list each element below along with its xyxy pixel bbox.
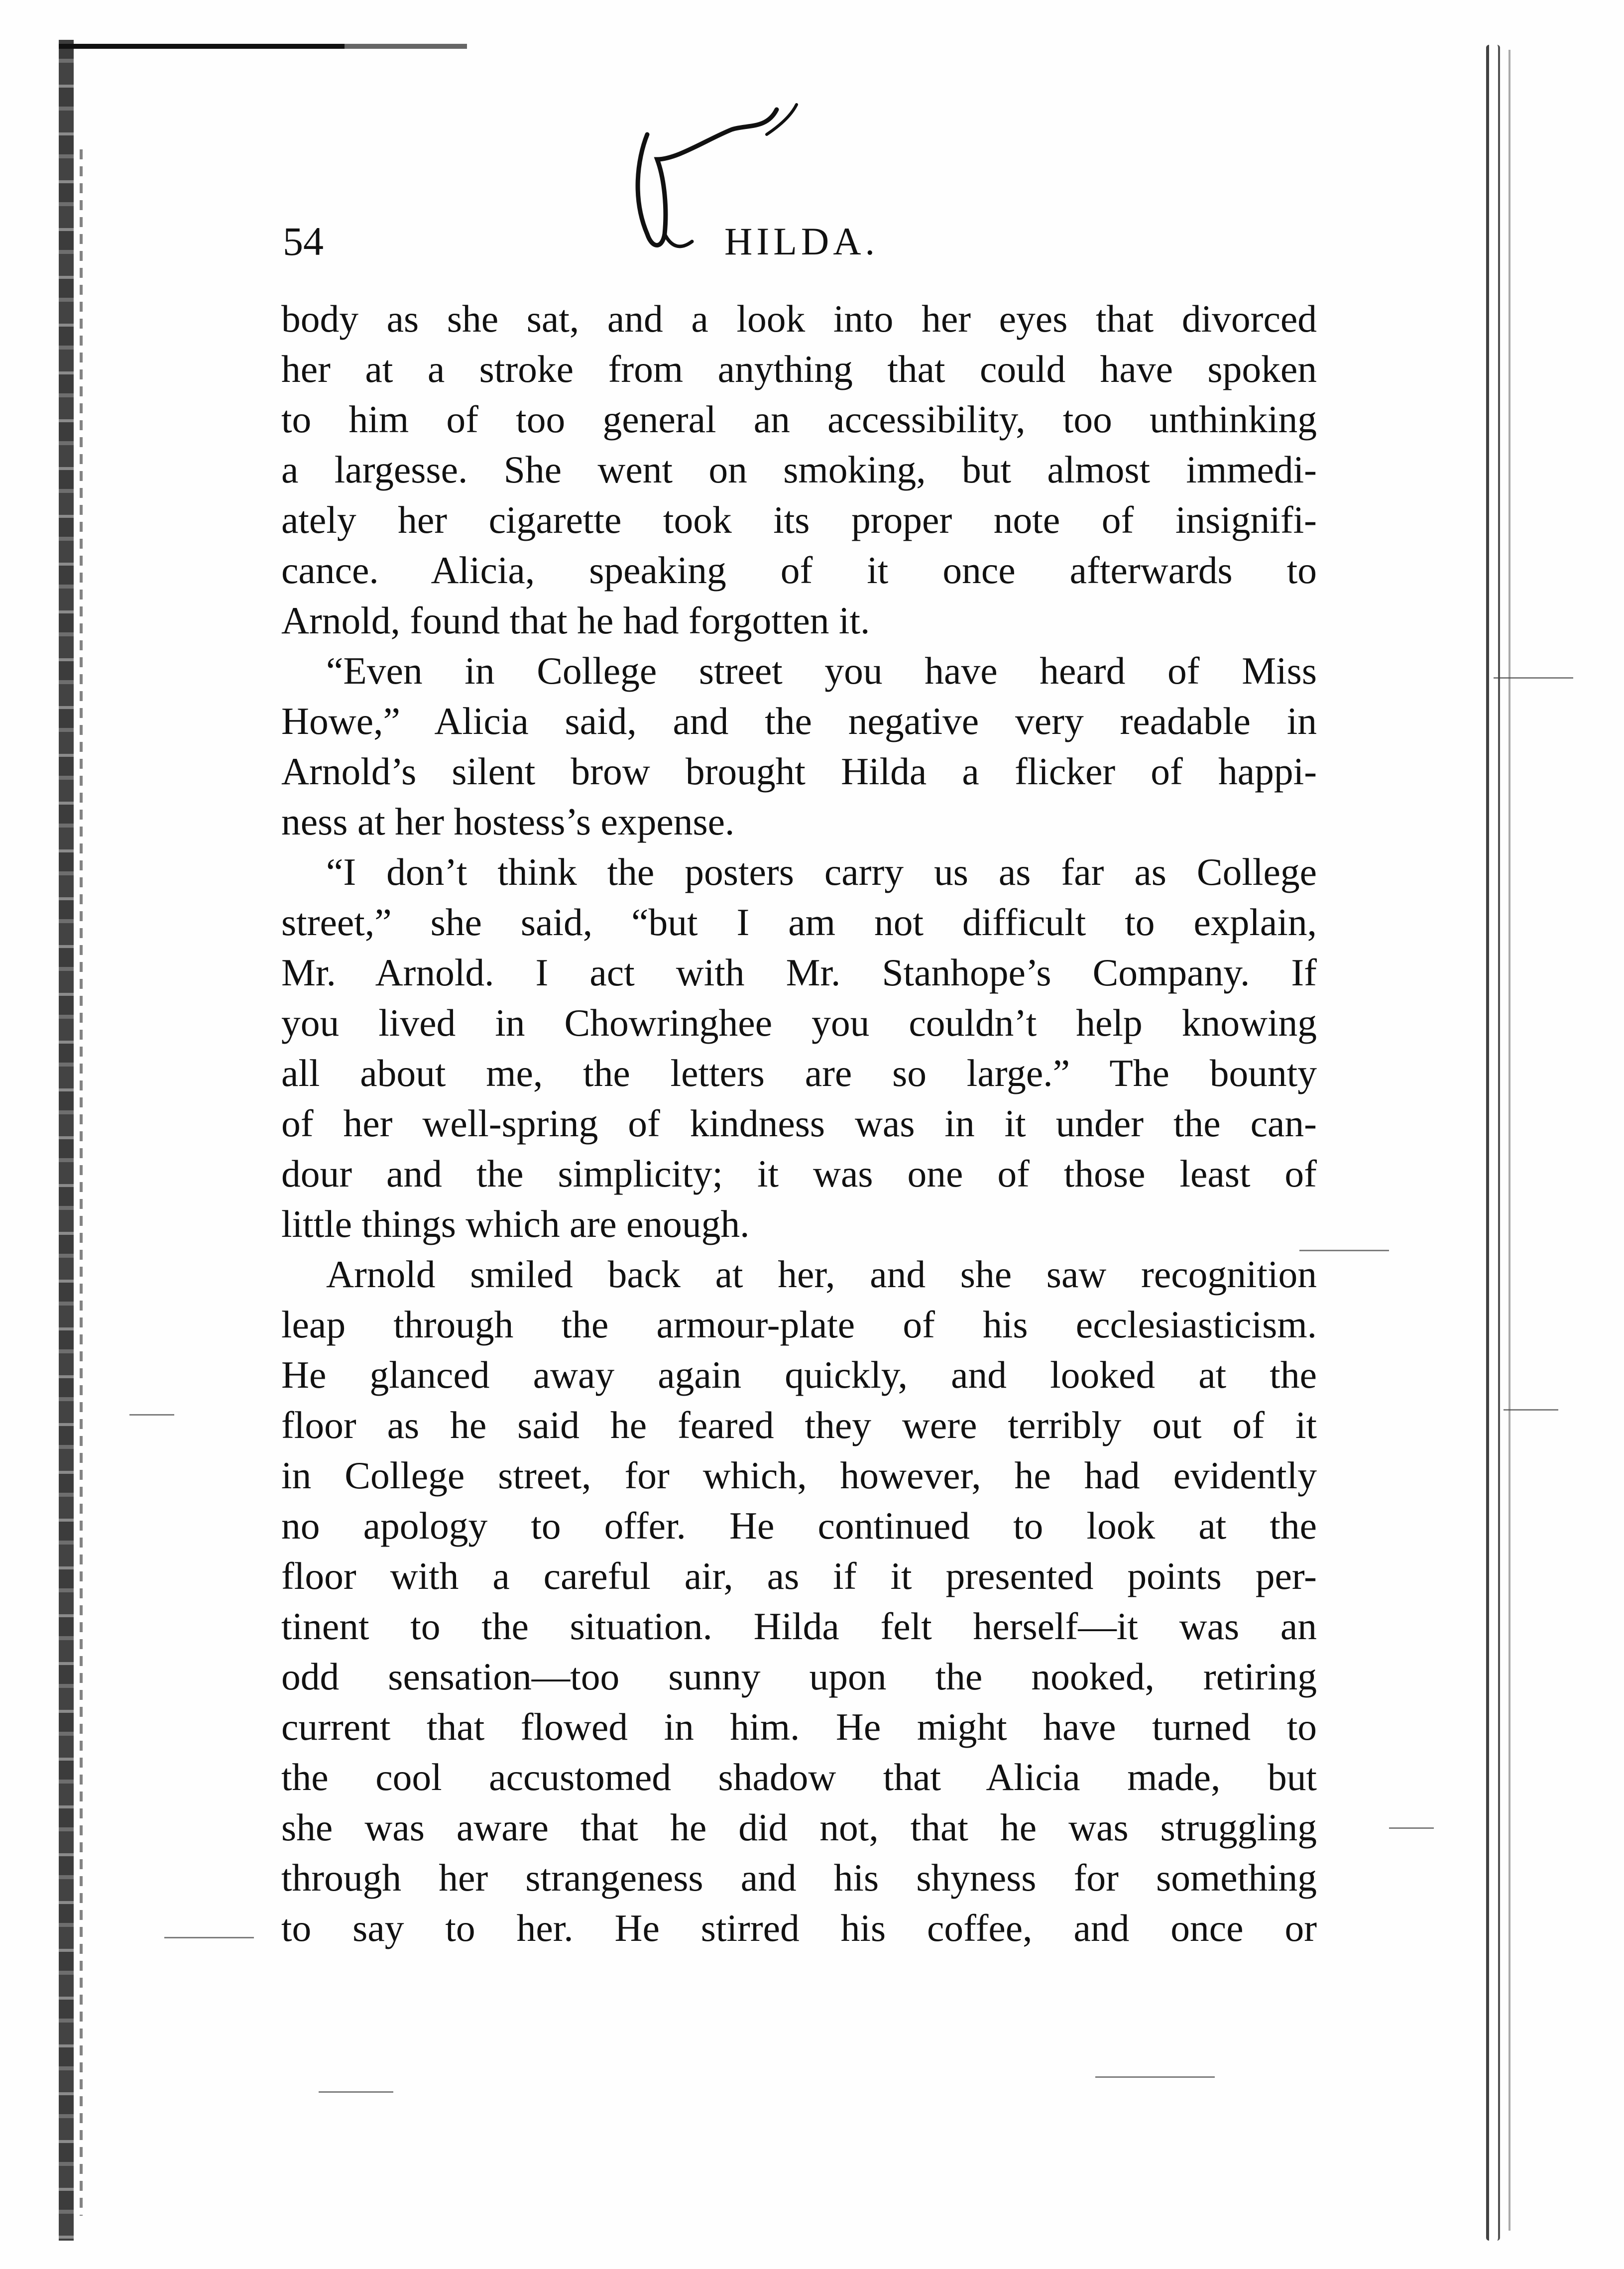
- text-line: cance. Alicia, speaking of it once afterwards to: [281, 549, 1317, 592]
- body-text: [281, 294, 1317, 1953]
- text-line: tinent to the situation. Hilda felt herself—it was an: [281, 1605, 1317, 1648]
- text-line: ness at her hostess’s expense.: [281, 800, 735, 843]
- text-line: to say to her. He stirred his coffee, and once or: [281, 1907, 1317, 1949]
- text-line: floor with a careful air, as if it presented points per-: [281, 1554, 1317, 1597]
- text-line: all about me, the letters are so large.” The bounty: [281, 1052, 1317, 1094]
- text-line: street,” she said, “but I am not difficult to explain,: [281, 901, 1317, 944]
- text-line: of her well-spring of kindness was in it under the can-: [281, 1102, 1317, 1145]
- text-line: her at a stroke from anything that could have spoken: [281, 348, 1317, 390]
- page-number: 54: [283, 219, 324, 264]
- margin-mark: [164, 1937, 254, 1938]
- text-line: Howe,” Alicia said, and the negative very readable in: [281, 700, 1317, 742]
- right-page-edge: [1486, 45, 1500, 2241]
- running-title: HILDA.: [724, 220, 879, 263]
- margin-mark: [1389, 1827, 1434, 1829]
- text-line: Arnold, found that he had forgotten it.: [281, 599, 870, 642]
- text-line: you lived in Chowringhee you couldn’t help knowing: [281, 1001, 1317, 1044]
- margin-mark: [319, 2091, 393, 2093]
- text-line: current that flowed in him. He might have turned to: [281, 1705, 1317, 1748]
- margin-mark: [1494, 677, 1573, 679]
- margin-mark: [129, 1414, 174, 1416]
- text-line: little things which are enough.: [281, 1202, 750, 1245]
- text-line: the cool accustomed shadow that Alicia made, but: [281, 1756, 1317, 1798]
- text-line: “Even in College street you have heard of Miss: [326, 649, 1317, 692]
- text-line: in College street, for which, however, he had evidently: [281, 1454, 1317, 1497]
- text-line: no apology to offer. He continued to look at the: [281, 1504, 1317, 1547]
- text-line: Arnold’s silent brow brought Hilda a flicker of happi-: [281, 750, 1317, 793]
- text-line: she was aware that he did not, that he was struggling: [281, 1806, 1317, 1849]
- top-edge-rule: [59, 44, 467, 49]
- margin-mark: [1095, 2076, 1215, 2078]
- binding-edge: [59, 40, 74, 2241]
- text-line: odd sensation—too sunny upon the nooked, retiring: [281, 1655, 1317, 1698]
- text-line: dour and the simplicity; it was one of those least of: [281, 1152, 1317, 1195]
- text-line: He glanced away again quickly, and looked at the: [281, 1353, 1317, 1396]
- margin-mark: [1504, 1409, 1558, 1411]
- text-line: to him of too general an accessibility, too unthinking: [281, 398, 1317, 441]
- text-line: through her strangeness and his shyness for something: [281, 1856, 1317, 1899]
- text-line: body as she sat, and a look into her eyes that divorced: [281, 297, 1317, 340]
- text-line: ately her cigarette took its proper note of insignifi-: [281, 498, 1317, 541]
- text-line: a largesse. She went on smoking, but almost immedi-: [281, 448, 1317, 491]
- text-line: leap through the armour-plate of his ecclesiasticism.: [281, 1303, 1317, 1346]
- running-head: [279, 214, 1324, 269]
- text-line: “I don’t think the posters carry us as far as College: [326, 850, 1317, 893]
- right-outer-edge: [1508, 50, 1510, 2231]
- text-line: floor as he said he feared they were terribly out of it: [281, 1404, 1317, 1446]
- text-line: Arnold smiled back at her, and she saw recognition: [326, 1253, 1317, 1296]
- text-line: Mr. Arnold. I act with Mr. Stanhope’s Company. If: [281, 951, 1317, 994]
- binding-shadow: [80, 149, 83, 2216]
